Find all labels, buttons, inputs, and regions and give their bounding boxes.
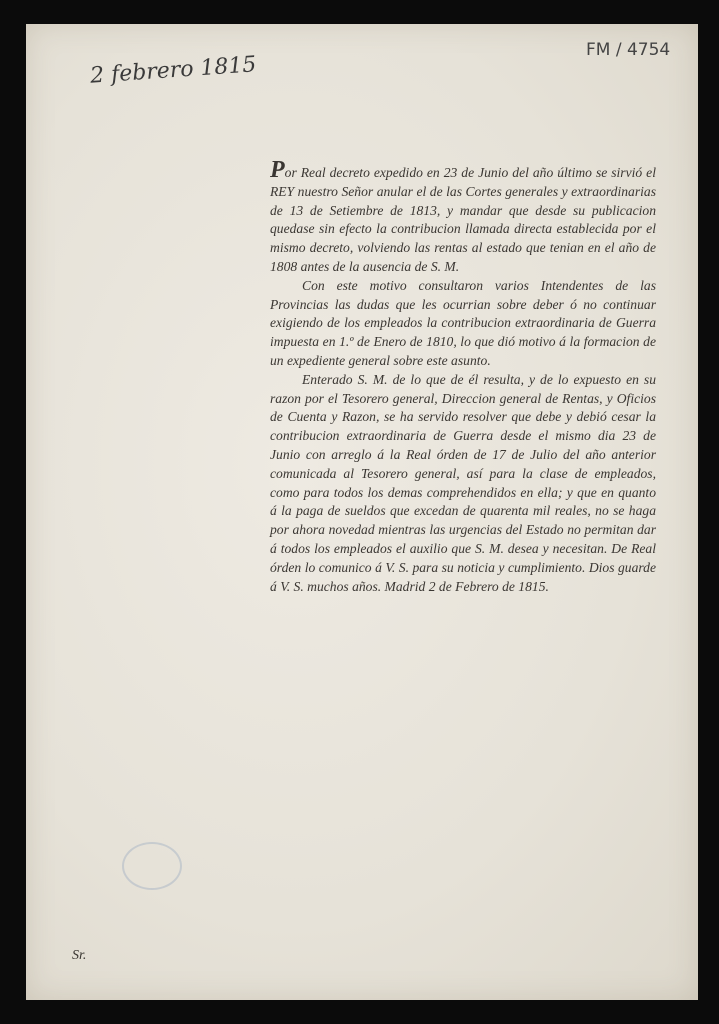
faded-stamp-icon: [122, 842, 182, 890]
archive-reference: FM / 4754: [586, 40, 671, 60]
paragraph-3: Enterado S. M. de lo que de él resulta, y de lo expuesto en su razon por el Tesorero general, Direccion general de Rentas, y Oficios de Cuenta y Razon, se ha servido resolver que debe y debió cesar la contribucion extraordinaria de Guerra desde el mismo dia 23 de Junio con arreglo á la Real órden de 17 de Julio del año anterior comunicada al Tesorero general, así para la clase de empleados, como para todos los demas comprehendidos en ella; y que en quanto á la paga de sueldos que excedan de quarenta mil reales, no se haga por ahora novedad mientras las urgencias del Estado no permitan dar á todos los empleados el auxilio que S. M. desea y necesitan. De Real órden lo comunico á V. S. para su noticia y cumplimiento. Dios guarde á V. S. muchos años. Madrid 2 de Febrero de 1815.: [270, 371, 656, 594]
paragraph-1: [270, 157, 656, 277]
drop-cap: P: [270, 157, 285, 183]
paragraph-2: Con este motivo consultaron varios Intendentes de las Provincias las dudas que les ocurrian sobre deber ó no continuar exigiendo de los empleados la contribucion extraordinaria de Guerra impuesta en 1.º de Enero de 1810, lo que dió motivo á la formacion de un expediente general sobre este asunto.: [270, 277, 656, 368]
paragraph-1-text: or Real decreto expedido en 23 de Junio del año último se sirvió el REY nuestro Señor anular el de las Cortes generales y extraordinarias de 13 de Setiembre de 1813, y mandar que desde su publicacion quedase sin efecto la contribucion llamada directa establecida por el mismo decreto, volviendo las rentas al estado que tenian en el año de 1808 antes de la ausencia de S. M.: [270, 165, 656, 274]
document-page: [26, 24, 698, 1000]
handwritten-date: 2 febrero 1815: [89, 52, 258, 89]
addressee: Sr.: [72, 948, 87, 963]
decree-body: [270, 157, 656, 596]
